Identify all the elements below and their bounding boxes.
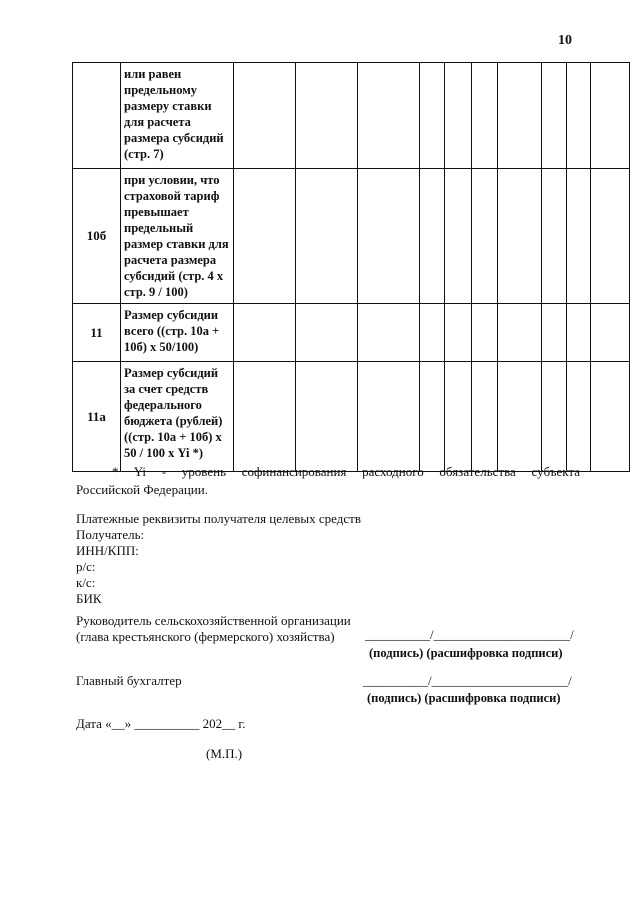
head-subtitle: (глава крестьянского (фермерского) хозяйства): [76, 629, 335, 644]
table-cell: [420, 169, 445, 304]
footnote: * Yi - уровень софинансирования расходного обязательства субъекта Российской Федерации.: [76, 464, 580, 497]
table-cell: [296, 304, 358, 362]
table-cell: [234, 304, 296, 362]
table-cell: [296, 169, 358, 304]
table-cell: [358, 362, 420, 472]
table-cell: [234, 362, 296, 472]
account-label: р/с:: [76, 559, 96, 574]
table-cell: [445, 362, 472, 472]
row-number: 11: [73, 304, 121, 362]
table-cell: [234, 63, 296, 169]
table-cell: [420, 304, 445, 362]
table-cell: [542, 169, 567, 304]
table-cell: [420, 63, 445, 169]
table-cell: [591, 63, 630, 169]
table-cell: [472, 169, 498, 304]
table-cell: [420, 362, 445, 472]
recipient-label: Получатель:: [76, 527, 145, 542]
table-cell: [498, 362, 542, 472]
table-cell: [498, 169, 542, 304]
row-description: или равен предельному размеру ставки для расчета размера субсидий (стр. 7): [121, 63, 234, 169]
table-cell: [358, 63, 420, 169]
corr-account-label: к/с:: [76, 575, 96, 590]
row-number: [73, 63, 121, 169]
date-line[interactable]: Дата «__» __________ 202__ г.: [76, 716, 246, 731]
row-description: при условии, что страховой тариф превышает предельный размер ставки для расчета размера субсидий (стр. 4 х стр. 9 / 100): [121, 169, 234, 304]
table-cell: [542, 63, 567, 169]
table-cell: [472, 362, 498, 472]
head-signature-caption: (подпись) (расшифровка подписи): [369, 646, 563, 660]
accountant-signature-caption: (подпись) (расшифровка подписи): [367, 691, 561, 705]
table-cell: [358, 169, 420, 304]
table-cell: [445, 169, 472, 304]
table-cell: [234, 169, 296, 304]
table-row: [73, 304, 630, 362]
row-description: Размер субсидий за счет средств федерального бюджета (рублей) ((стр. 10а + 10б) х 50 / 100 х Yi *): [121, 362, 234, 472]
row-number: 11а: [73, 362, 121, 472]
accountant-signature-line[interactable]: __________/_____________________/: [363, 673, 572, 688]
table-cell: [498, 63, 542, 169]
table-cell: [498, 304, 542, 362]
head-signature-line[interactable]: __________/_____________________/: [365, 627, 574, 642]
table-cell: [567, 304, 591, 362]
table-cell: [591, 362, 630, 472]
table-row: [73, 63, 630, 169]
subsidy-calculation-table: [72, 62, 630, 472]
table-cell: [542, 362, 567, 472]
table-row: [73, 362, 630, 472]
table-cell: [542, 304, 567, 362]
payment-heading: Платежные реквизиты получателя целевых средств: [76, 511, 361, 526]
table-row: [73, 169, 630, 304]
row-description: Размер субсидии всего ((стр. 10а + 10б) х 50/100): [121, 304, 234, 362]
row-number: 10б: [73, 169, 121, 304]
table-cell: [296, 362, 358, 472]
table-cell: [591, 169, 630, 304]
table-cell: [358, 304, 420, 362]
stamp-mark: (М.П.): [206, 746, 243, 761]
table-cell: [296, 63, 358, 169]
table-cell: [567, 63, 591, 169]
table-cell: [445, 304, 472, 362]
page-number: 10: [558, 33, 572, 48]
inn-kpp-label: ИНН/КПП:: [76, 543, 139, 558]
table-cell: [472, 63, 498, 169]
table-cell: [567, 169, 591, 304]
accountant-label: Главный бухгалтер: [76, 673, 182, 688]
table-cell: [567, 362, 591, 472]
table-cell: [472, 304, 498, 362]
head-title: Руководитель сельскохозяйственной организации: [76, 613, 351, 628]
bik-label: БИК: [76, 591, 102, 606]
table-cell: [591, 304, 630, 362]
table-cell: [445, 63, 472, 169]
